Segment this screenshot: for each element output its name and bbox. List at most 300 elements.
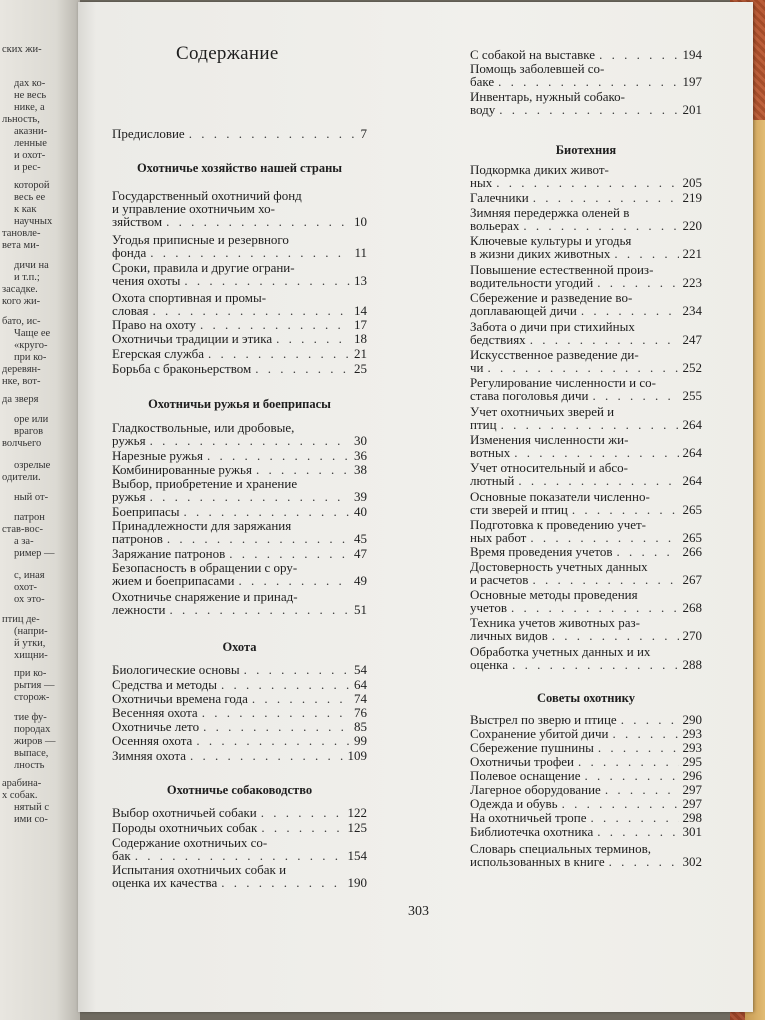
toc-page-number: 45 <box>354 531 367 546</box>
left-page-text-fragment: выпасе, <box>14 748 49 759</box>
leader-dots <box>256 463 350 476</box>
left-page-text-fragment: (напри- <box>14 626 48 637</box>
toc-entry-title-line: става поголовья дичи <box>470 388 589 403</box>
leader-dots <box>184 505 350 518</box>
toc-entry[interactable] <box>112 806 367 819</box>
left-page-text-fragment: врагов <box>14 426 44 437</box>
toc-entry-title-line: Учет относительный и абсо- <box>470 460 628 475</box>
toc-page-number: 7 <box>360 126 367 141</box>
toc-page-number: 268 <box>682 600 702 615</box>
toc-entry[interactable] <box>112 547 367 560</box>
toc-page-number: 220 <box>682 218 702 233</box>
left-page-text-fragment: деревян- <box>2 364 41 375</box>
toc-entry-title-line: лежности <box>112 602 166 617</box>
leader-dots <box>614 247 678 260</box>
toc-page-number: 201 <box>682 102 702 117</box>
toc-entry-title-line: чи <box>470 360 484 375</box>
left-page-text-fragment: ный от- <box>14 492 49 503</box>
leader-dots <box>135 849 344 862</box>
leader-dots <box>488 361 679 374</box>
leader-dots <box>150 434 350 447</box>
toc-entry[interactable] <box>470 588 702 614</box>
left-page-text-fragment: дах ко- <box>14 78 46 89</box>
toc-entry[interactable] <box>112 863 367 889</box>
toc-page-number: 301 <box>682 824 702 839</box>
leader-dots <box>523 219 678 232</box>
leader-dots <box>190 749 344 762</box>
leader-dots <box>511 601 679 614</box>
leader-dots <box>621 713 679 726</box>
left-page-text-fragment: птиц де- <box>2 614 40 625</box>
toc-page-number: 18 <box>354 331 367 346</box>
toc-entry-title-line: Полевое оснащение <box>470 768 581 783</box>
toc-entry[interactable] <box>112 561 367 587</box>
toc-entry-title-line: Весенняя охота <box>112 705 198 720</box>
toc-page-number: 38 <box>354 462 367 477</box>
toc-entry[interactable] <box>470 616 702 642</box>
toc-entry[interactable] <box>112 720 367 733</box>
toc-entry[interactable] <box>112 449 367 462</box>
toc-entry-title-line: Боеприпасы <box>112 504 180 519</box>
toc-page-number: 194 <box>682 47 702 62</box>
left-page-text-fragment: при ко- <box>14 352 47 363</box>
toc-entry-title-line: Сроки, правила и другие ограни- <box>112 260 295 275</box>
toc-entry[interactable] <box>112 590 367 616</box>
toc-entry-title-line: использованных в книге <box>470 854 605 869</box>
left-page-text-fragment: вета ми- <box>2 240 40 251</box>
toc-section-heading: Биотехния <box>555 143 617 157</box>
toc-page-number: 297 <box>682 796 702 811</box>
toc-entry[interactable] <box>112 291 367 317</box>
toc-entry[interactable] <box>470 713 702 726</box>
toc-entry-title-line: Подготовка к проведению учет- <box>470 517 647 532</box>
toc-entry-title-line: Гладкоствольные, или дробовые, <box>112 420 295 435</box>
toc-entry-title-line: Комбинированные ружья <box>112 462 252 477</box>
toc-page-number: 40 <box>354 504 367 519</box>
toc-entry[interactable] <box>112 318 367 331</box>
leader-dots <box>512 658 678 671</box>
left-page-text-fragment: и т.п.; <box>14 272 40 283</box>
toc-entry[interactable] <box>470 755 702 768</box>
leader-dots <box>496 176 678 189</box>
toc-entry[interactable] <box>112 347 367 360</box>
toc-page-number: 47 <box>354 546 367 561</box>
toc-entry[interactable] <box>470 783 702 796</box>
toc-entry-title-line: доплавающей дичи <box>470 303 577 318</box>
toc-entry-title-line: Испытания охотничьих собак и <box>112 862 287 877</box>
toc-entry-title-line: С собакой на выставке <box>470 47 596 62</box>
toc-entry-title-line: Основные методы проведения <box>470 587 638 602</box>
toc-entry-title-line: Государственный охотничий фонд <box>112 188 302 203</box>
toc-page-number: 85 <box>354 719 367 734</box>
toc-entry[interactable] <box>112 421 367 447</box>
left-page-text-fragment: охот- <box>14 582 38 593</box>
toc-entry-title-line: Охотничьи времена года <box>112 691 248 706</box>
toc-page-number: 267 <box>682 572 702 587</box>
toc-page-number: 190 <box>347 875 367 890</box>
toc-entry-title-line: На охотничьей тропе <box>470 810 587 825</box>
toc-entry-title-line: ных <box>470 175 493 190</box>
left-page-text-fragment: Чаще ее <box>14 328 51 339</box>
toc-entry[interactable] <box>470 206 702 232</box>
toc-entry-title-line: Охота спортивная и промы- <box>112 290 267 305</box>
left-page-text-fragment: кого жи- <box>2 296 41 307</box>
toc-entry[interactable] <box>470 461 702 487</box>
toc-entry-title-line: учетов <box>470 600 507 615</box>
leader-dots <box>552 629 679 642</box>
toc-entry-title-line: Сохранение убитой дичи <box>470 726 609 741</box>
toc-page-number: 297 <box>682 782 702 797</box>
toc-entry[interactable] <box>470 741 702 754</box>
left-page-text-fragment: й утки, <box>14 638 46 649</box>
toc-page-number: 298 <box>682 810 702 825</box>
left-page-text-fragment: жиров — <box>14 736 56 747</box>
toc-page-number: 293 <box>682 740 702 755</box>
leader-dots <box>221 876 343 889</box>
left-page-text-fragment: а за- <box>14 536 34 547</box>
left-page-text-fragment: хищни- <box>14 650 48 661</box>
toc-entry[interactable] <box>470 560 702 586</box>
toc-entry[interactable] <box>112 261 367 287</box>
left-page-text-fragment: и охот- <box>14 150 46 161</box>
toc-entry[interactable] <box>112 332 367 345</box>
leader-dots <box>276 332 350 345</box>
toc-entry[interactable] <box>112 678 367 691</box>
leader-dots <box>581 304 679 317</box>
toc-entry[interactable] <box>112 189 367 228</box>
leader-dots <box>605 783 679 796</box>
left-page-text-fragment: дичи на <box>14 260 49 271</box>
toc-entry-title-line: Помощь заболевшей со- <box>470 61 605 76</box>
toc-entry[interactable] <box>112 463 367 476</box>
leader-dots <box>530 531 678 544</box>
toc-entry[interactable] <box>470 825 702 838</box>
toc-entry-title-line: птиц <box>470 417 497 432</box>
toc-entry-title-line: вотных <box>470 445 511 460</box>
leader-dots <box>169 603 350 616</box>
toc-entry[interactable] <box>470 518 702 544</box>
toc-page-number: 293 <box>682 726 702 741</box>
toc-entry[interactable] <box>470 62 702 88</box>
toc-entry-title-line: Лагерное оборудование <box>470 782 601 797</box>
left-page-text-fragment: нке, вот- <box>2 376 41 387</box>
toc-page-number: 252 <box>682 360 702 375</box>
toc-entry-title-line: жием и боеприпасами <box>112 573 235 588</box>
leader-dots <box>152 304 350 317</box>
toc-entry[interactable] <box>470 769 702 782</box>
leader-dots <box>184 274 350 287</box>
toc-entry-title-line: Время проведения учетов <box>470 544 613 559</box>
leader-dots <box>238 574 350 587</box>
toc-entry-title-line: Словарь специальных терминов, <box>470 841 652 856</box>
left-page-text-fragment: тие фу- <box>14 712 47 723</box>
toc-entry-title-line: Искусственное разведение ди- <box>470 347 639 362</box>
leader-dots <box>612 727 678 740</box>
left-page-text-fragment: да зверя <box>2 394 39 405</box>
leader-dots <box>518 474 678 487</box>
toc-entry[interactable] <box>470 48 702 61</box>
left-page-text-fragment: с, иная <box>14 570 45 581</box>
toc-entry[interactable] <box>112 233 367 259</box>
toc-page-number: 154 <box>347 848 367 863</box>
toc-entry[interactable] <box>470 645 702 671</box>
toc-page-number: 288 <box>682 657 702 672</box>
leader-dots <box>255 362 350 375</box>
left-page-text-fragment: став-вос- <box>2 524 44 535</box>
toc-entry-title-line: Предисловие <box>112 126 185 141</box>
left-page-text-fragment: аказни- <box>14 126 48 137</box>
leader-dots <box>593 389 679 402</box>
toc-entry-title-line: бак <box>112 848 131 863</box>
toc-page-number: 219 <box>682 190 702 205</box>
leader-dots <box>597 825 678 838</box>
page-title: Содержание <box>176 43 279 64</box>
toc-page-number: 122 <box>347 805 367 820</box>
left-page-text-fragment: озрелые <box>14 460 51 471</box>
toc-entry-title-line: воду <box>470 102 496 117</box>
toc-page-number: 255 <box>682 388 702 403</box>
leader-dots <box>501 418 679 431</box>
toc-page-number: 266 <box>682 544 702 559</box>
left-page-text-fragment: которой <box>14 180 50 191</box>
toc-entry[interactable] <box>112 663 367 676</box>
leader-dots <box>167 532 350 545</box>
toc-page-number: 76 <box>354 705 367 720</box>
left-page-text-fragment: льность, <box>2 114 40 125</box>
left-page-text-fragment: не весь <box>14 90 47 101</box>
toc-entry-title-line: Забота о дичи при стихийных <box>470 319 635 334</box>
toc-entry[interactable] <box>470 191 702 204</box>
toc-entry-title-line: фонда <box>112 245 147 260</box>
toc-page-number: 109 <box>347 748 367 763</box>
leader-dots <box>514 446 678 459</box>
toc-page-number: 36 <box>354 448 367 463</box>
toc-page-number: 270 <box>682 628 702 643</box>
toc-page-number: 296 <box>682 768 702 783</box>
toc-page-number: 295 <box>682 754 702 769</box>
toc-entry[interactable] <box>470 433 702 459</box>
toc-page-number: 21 <box>354 346 367 361</box>
toc-entry-title-line: и управление охотничьим хо- <box>112 201 275 216</box>
toc-entry-title-line: Безопасность в обращении с ору- <box>112 560 298 575</box>
toc-entry-title-line: Одежда и обувь <box>470 796 558 811</box>
toc-entry-title-line: Зимняя охота <box>112 748 186 763</box>
toc-entry-title-line: ружья <box>112 489 146 504</box>
leader-dots <box>598 741 679 754</box>
toc-entry-title-line: Зимняя передержка оленей в <box>470 205 630 220</box>
leader-dots <box>244 663 350 676</box>
toc-entry-title-line: Охотничьи трофеи <box>470 754 574 769</box>
toc-entry-title-line: Выбор, приобретение и хранение <box>112 476 298 491</box>
toc-entry[interactable] <box>470 797 702 810</box>
toc-page-number: 125 <box>347 820 367 835</box>
leader-dots <box>609 855 679 868</box>
left-page-text-fragment: к как <box>14 204 37 215</box>
toc-entry[interactable] <box>470 811 702 824</box>
toc-entry[interactable] <box>470 405 702 431</box>
toc-section-heading: Охотничье собаководство <box>166 783 313 797</box>
toc-entry-title-line: ружья <box>112 433 146 448</box>
left-page-text-fragment: оре или <box>14 414 49 425</box>
toc-entry[interactable] <box>470 291 702 317</box>
left-page-text-fragment: при ко- <box>14 668 47 679</box>
toc-entry[interactable] <box>470 320 702 346</box>
left-page-text-fragment: тановле- <box>2 228 41 239</box>
leader-dots <box>532 573 678 586</box>
toc-page-number: 25 <box>354 361 367 376</box>
leader-dots <box>200 318 350 331</box>
leader-dots <box>261 806 344 819</box>
leader-dots <box>585 769 679 782</box>
toc-entry-title-line: Борьба с браконьерством <box>112 361 252 376</box>
toc-entry-title-line: и расчетов <box>470 572 529 587</box>
toc-entry-title-line: в жизни диких животных <box>470 246 611 261</box>
leader-dots <box>207 449 350 462</box>
toc-section-heading: Советы охотнику <box>537 691 635 705</box>
toc-entry[interactable] <box>112 836 367 862</box>
left-page-text-fragment: ример — <box>14 548 55 559</box>
toc-entry-title-line: Охотничье снаряжение и принад- <box>112 589 298 604</box>
leader-dots <box>203 720 350 733</box>
toc-entry-title-line: зяйством <box>112 214 163 229</box>
toc-entry[interactable] <box>112 362 367 375</box>
left-page-text-fragment: ских жи- <box>2 44 42 55</box>
toc-entry-title-line: баке <box>470 74 495 89</box>
toc-entry-title-line: Угодья приписные и резервного <box>112 232 289 247</box>
toc-entry[interactable] <box>470 545 702 558</box>
toc-entry-title-line: Выстрел по зверю и птице <box>470 712 617 727</box>
leader-dots <box>597 276 678 289</box>
toc-entry[interactable] <box>470 490 702 516</box>
toc-entry-title-line: Нарезные ружья <box>112 448 203 463</box>
left-page-text-fragment: засадке. <box>2 284 38 295</box>
left-page-text-fragment: ими со- <box>14 814 48 825</box>
toc-entry-title-line: Библиотечка охотника <box>470 824 594 839</box>
left-page-text-fragment: х собак. <box>2 790 38 801</box>
leader-dots <box>221 678 350 691</box>
leader-dots <box>599 48 678 61</box>
toc-page-number: 205 <box>682 175 702 190</box>
toc-entry[interactable] <box>112 821 367 834</box>
toc-entry[interactable] <box>470 163 702 189</box>
toc-page-number: 30 <box>354 433 367 448</box>
toc-entry[interactable] <box>112 706 367 719</box>
toc-page-number: 11 <box>354 245 367 260</box>
left-page-text-fragment: ленные <box>14 138 47 149</box>
toc-entry-title-line: водительности угодий <box>470 275 594 290</box>
toc-entry-title-line: Техника учетов животных раз- <box>470 615 640 630</box>
toc-entry-title-line: Инвентарь, нужный собако- <box>470 89 625 104</box>
toc-entry-title-line: Заряжание патронов <box>112 546 226 561</box>
toc-page-number: 247 <box>682 332 702 347</box>
toc-section-heading: Охотничьи ружья и боеприпасы <box>148 397 331 411</box>
toc-entry-title-line: Осенняя охота <box>112 733 193 748</box>
left-page-text-fragment: ох это- <box>14 594 45 605</box>
leader-dots <box>578 755 679 768</box>
toc-entry[interactable] <box>112 505 367 518</box>
leader-dots <box>252 692 350 705</box>
left-page-text-fragment: арабина- <box>2 778 42 789</box>
toc-entry[interactable] <box>470 348 702 374</box>
left-page-text-fragment: лность <box>14 760 45 771</box>
toc-entry-title-line: ных работ <box>470 530 527 545</box>
toc-entry-title-line: Сбережение пушнины <box>470 740 594 755</box>
toc-entry[interactable] <box>112 692 367 705</box>
toc-entry-title-line: вольерах <box>470 218 520 233</box>
toc-entry[interactable] <box>470 90 702 116</box>
toc-entry[interactable] <box>470 842 702 868</box>
toc-entry-title-line: патронов <box>112 531 163 546</box>
leader-dots <box>202 706 350 719</box>
toc-entry[interactable] <box>470 376 702 402</box>
leader-dots <box>499 103 678 116</box>
toc-entry-title-line: Охотничьи традиции и этика <box>112 331 273 346</box>
toc-page-number: 264 <box>682 473 702 488</box>
toc-entry-title-line: Ключевые культуры и угодья <box>470 233 632 248</box>
toc-entry-title-line: лютный <box>470 473 515 488</box>
toc-page-number: 264 <box>682 445 702 460</box>
toc-page-number: 39 <box>354 489 367 504</box>
toc-entry-title-line: Повышение естественной произ- <box>470 262 654 277</box>
toc-page-number: 17 <box>354 317 367 332</box>
toc-entry-title-line: Средства и методы <box>112 677 218 692</box>
toc-page-number: 197 <box>682 74 702 89</box>
toc-page-number: 223 <box>682 275 702 290</box>
toc-entry[interactable] <box>112 127 367 140</box>
leader-dots <box>572 503 679 516</box>
toc-entry[interactable] <box>470 234 702 260</box>
toc-entry-title-line: чения охоты <box>112 273 181 288</box>
toc-entry-title-line: Галечники <box>470 190 529 205</box>
toc-entry-title-line: сти зверей и птиц <box>470 502 568 517</box>
toc-entry[interactable] <box>112 477 367 503</box>
toc-entry-title-line: Породы охотничьих собак <box>112 820 258 835</box>
left-page-text-fragment: «круго- <box>14 340 48 351</box>
left-page-fragment <box>0 0 80 1020</box>
toc-entry-title-line: Право на охоту <box>112 317 196 332</box>
toc-entry-title-line: личных видов <box>470 628 548 643</box>
toc-entry-title-line: оценка их качества <box>112 875 218 890</box>
toc-page-number: 10 <box>354 214 367 229</box>
left-page-text-fragment: бато, ис- <box>2 316 41 327</box>
toc-page-number: 302 <box>682 854 702 869</box>
left-page-text-fragment: волчьего <box>2 438 42 449</box>
toc-page-number: 264 <box>682 417 702 432</box>
toc-page-number: 290 <box>682 712 702 727</box>
toc-page-number: 51 <box>354 602 367 617</box>
leader-dots <box>189 127 357 140</box>
left-page-text-fragment: одители. <box>2 472 41 483</box>
leader-dots <box>150 246 350 259</box>
toc-entry[interactable] <box>112 734 367 747</box>
toc-entry-title-line: Содержание охотничьих со- <box>112 835 268 850</box>
leader-dots <box>498 75 678 88</box>
toc-page-number: 234 <box>682 303 702 318</box>
toc-page-number: 13 <box>354 273 367 288</box>
toc-entry-title-line: Учет охотничьих зверей и <box>470 404 615 419</box>
toc-page-number: 74 <box>354 691 367 706</box>
toc-entry[interactable] <box>112 749 367 762</box>
toc-entry[interactable] <box>470 727 702 740</box>
left-page-text-fragment: патрон <box>14 512 45 523</box>
toc-entry[interactable] <box>112 519 367 545</box>
toc-entry[interactable] <box>470 263 702 289</box>
toc-page-number: 221 <box>682 246 702 261</box>
toc-page-number: 54 <box>354 662 367 677</box>
leader-dots <box>533 191 679 204</box>
leader-dots <box>591 811 679 824</box>
toc-page-number: 14 <box>354 303 367 318</box>
